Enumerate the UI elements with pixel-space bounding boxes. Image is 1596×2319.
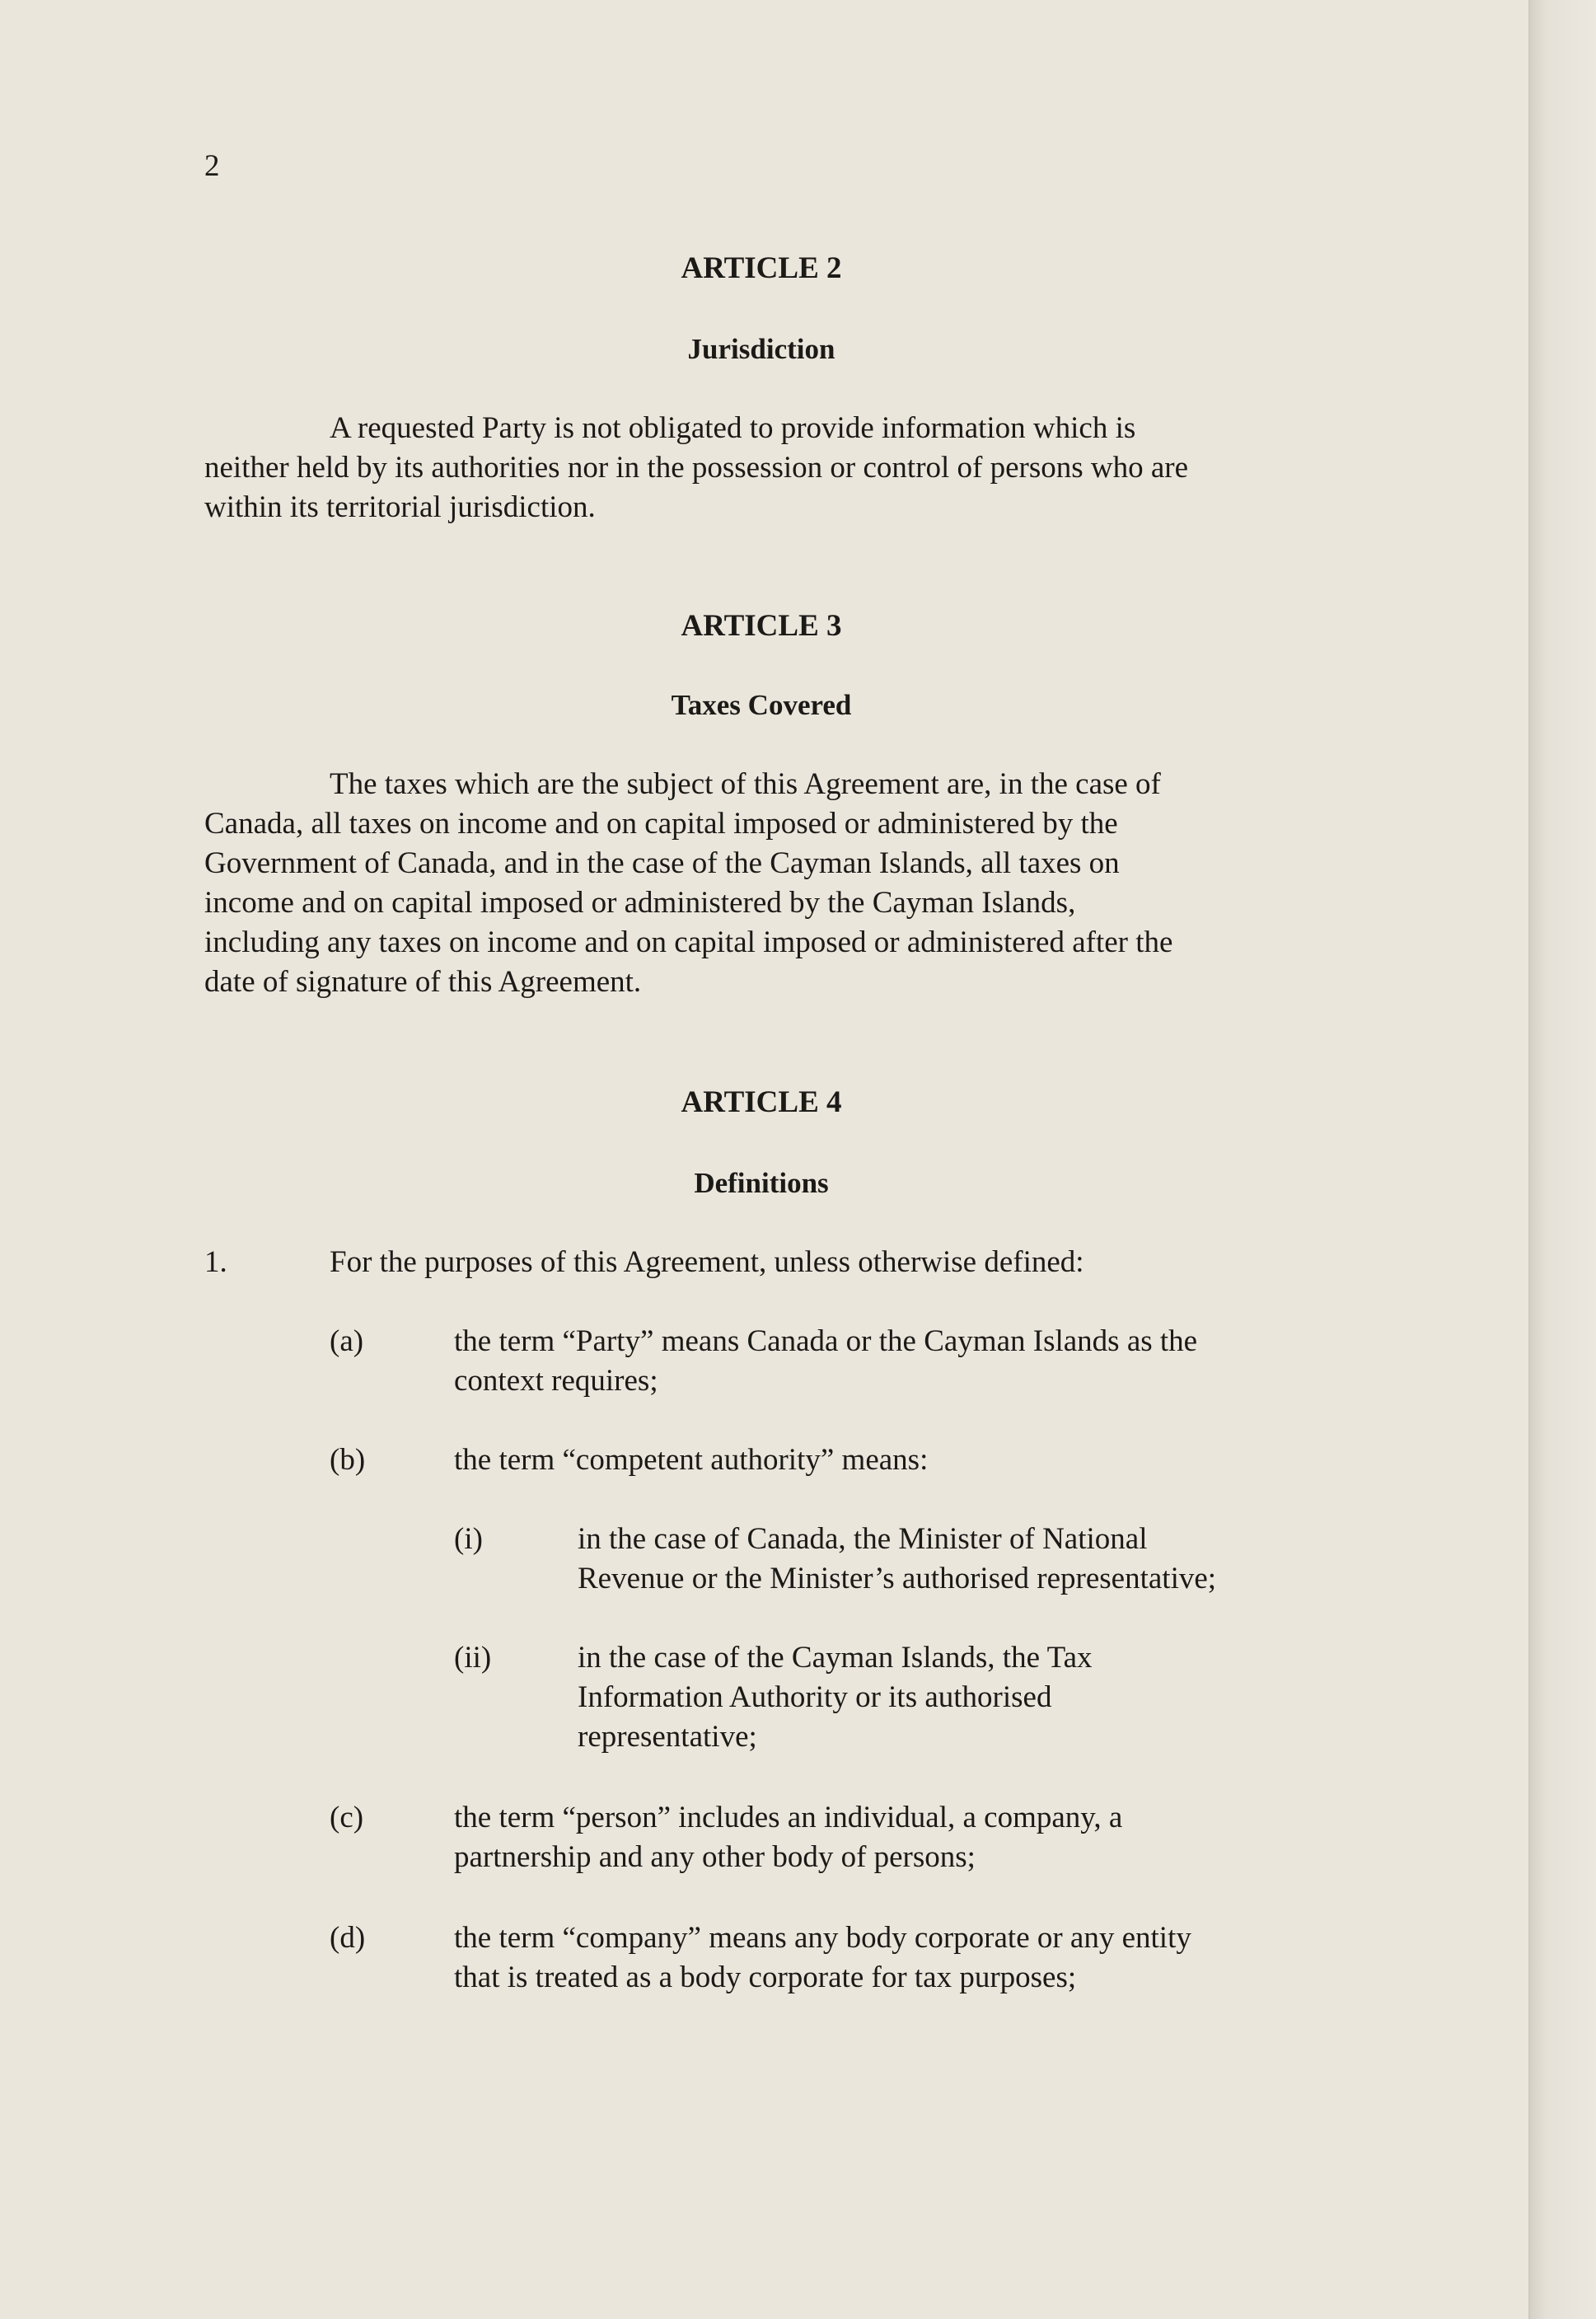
subitem-ii-line-3: representative; (578, 1720, 757, 1754)
item-a-label: (a) (330, 1324, 364, 1358)
subitem-i-line-1: in the case of Canada, the Minister of National (578, 1522, 1148, 1556)
article-3-line-1: The taxes which are the subject of this Agreement are, in the case of (330, 767, 1161, 801)
item-a-line-2: context requires; (454, 1364, 658, 1398)
article-3-subheading: Taxes Covered (671, 689, 852, 721)
item-c-text (454, 1798, 1319, 1877)
item-b-label: (b) (330, 1443, 366, 1477)
article-3-line-6: date of signature of this Agreement. (204, 965, 642, 999)
paragraph-1-text: For the purposes of this Agreement, unless otherwise defined: (330, 1245, 1084, 1279)
article-3-body (204, 765, 1333, 1002)
item-c-line-2: partnership and any other body of persons; (454, 1840, 976, 1874)
article-3-line-2: Canada, all taxes on income and on capital imposed or administered by the (204, 807, 1118, 841)
item-b-text (454, 1441, 1319, 1480)
item-b-line-1: the term “competent authority” means: (454, 1443, 929, 1477)
article-2-body (204, 409, 1333, 527)
subitem-i-text (578, 1520, 1319, 1599)
item-d-line-1: the term “company” means any body corporate or any entity (454, 1921, 1191, 1955)
item-d-text (454, 1918, 1319, 1998)
page-number: 2 (204, 149, 220, 183)
item-a-line-1: the term “Party” means Canada or the Cayman Islands as the (454, 1324, 1198, 1358)
article-2-subheading: Jurisdiction (687, 333, 835, 365)
item-a-text (454, 1322, 1319, 1401)
article-3-heading: ARTICLE 3 (681, 609, 842, 643)
page-spine (1528, 0, 1596, 2319)
article-4-subheading: Definitions (694, 1167, 829, 1199)
paragraph-1-label: 1. (204, 1245, 227, 1279)
article-2-line-2: neither held by its authorities nor in the possession or control of persons who are (204, 451, 1189, 485)
article-2-line-1: A requested Party is not obligated to provide information which is (330, 411, 1136, 445)
subitem-ii-line-2: Information Authority or its authorised (578, 1680, 1052, 1714)
article-2-heading: ARTICLE 2 (681, 251, 842, 285)
item-c-label: (c) (330, 1801, 364, 1834)
subitem-i-label: (i) (454, 1522, 483, 1556)
item-d-label: (d) (330, 1921, 366, 1955)
article-3-line-4: income and on capital imposed or administered by the Cayman Islands, (204, 886, 1076, 920)
item-d-line-2: that is treated as a body corporate for tax purposes; (454, 1961, 1077, 1994)
subitem-i-line-2: Revenue or the Minister’s authorised representative; (578, 1562, 1217, 1595)
article-4-heading: ARTICLE 4 (681, 1085, 842, 1119)
item-c-line-1: the term “person” includes an individual, a company, a (454, 1801, 1123, 1834)
subitem-ii-line-1: in the case of the Cayman Islands, the Tax (578, 1641, 1093, 1675)
article-3-line-5: including any taxes on income and on capital imposed or administered after the (204, 925, 1173, 959)
article-2-line-3: within its territorial jurisdiction. (204, 490, 596, 524)
subitem-ii-label: (ii) (454, 1641, 492, 1675)
subitem-ii-text (578, 1638, 1319, 1757)
article-3-line-3: Government of Canada, and in the case of the Cayman Islands, all taxes on (204, 846, 1120, 880)
